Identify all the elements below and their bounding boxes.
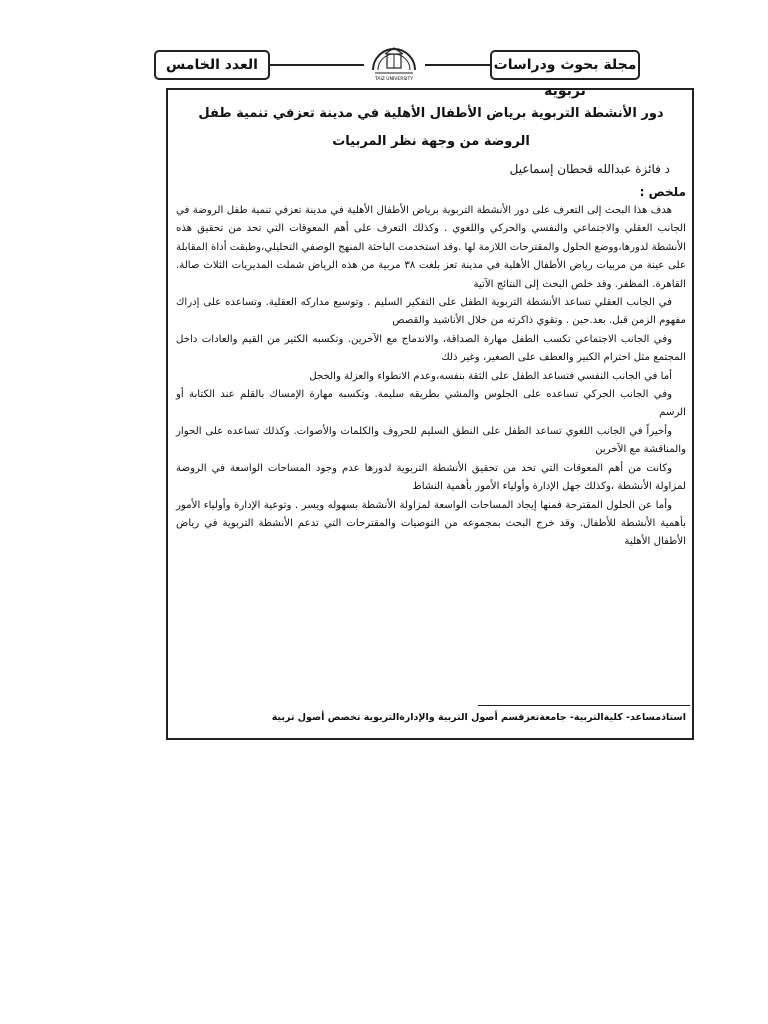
abstract-heading: ملخص :	[639, 185, 686, 199]
issue-label: العدد الخامس	[154, 50, 270, 80]
author-affiliation-footnote: استاذمساعد- كليةالتربية- جامعةتعزقسم أصول التربية والإدارةالتربوية تخصص أصول تربية	[271, 712, 686, 723]
abstract-paragraph: وفي الجانب الحركي تساعده على الجلوس والمشي بطريقه سليمة. وتكسبه مهارة الإمساك بالقلم عند الكتابة أو الرسم	[176, 389, 686, 419]
abstract-paragraph: وفي الجانب الاجتماعي تكسب الطفل مهارة الصداقة، والاندماج مع الآخرين. وتكسبه الكثير من القيم والعادات داخل المجتمع مثل احترام الكبير والعطف على الصغير، وغير ذلك	[176, 333, 686, 364]
abstract-paragraph: في الجانب العقلي تساعد الأنشطة التربوية الطفل على التفكير السليم . وتوسيع مداركه العقلية. وتساعده على إدراك مفهوم الزمن قبل. بعد.حين . وتقوي ذاكرته من خلال الأناشيد والقصص	[176, 297, 686, 327]
header-rule-right	[425, 64, 495, 66]
abstract-paragraph: وكانت من أهم المعوقات التي تحد من تحقيق الأنشطة التربوية لدورها عدم وجود المساحات الواسعة في الروضة لمزاولة الأنشطة ،وكذلك جهل الإدارة وأولياء الأمور بأهمية النشاط	[176, 462, 686, 493]
logo-caption: TAIZ UNIVERSITY	[374, 77, 414, 82]
author-name: د فائزة عبدالله قحطان إسماعيل	[509, 162, 670, 176]
footnote-separator	[478, 705, 690, 706]
abstract-paragraph: أما في الجانب النفسي فتساعد الطفل على الثقة بنفسه،وعدم الانطواء والعزلة والخجل	[309, 370, 672, 382]
abstract-paragraph: هدف هذا البحث إلى التعرف على دور الأنشطة التربوية برياض الأطفال الأهلية في مدينة تعزفي تنمية طفل الروضة في الجانب العقلي والاجتماعي والنفسي والحركي واللغوي . وكذلك التعرف على أهم المعوقات التي تحد من تحقيق هذه الأنشطة لدورها،ووضع الحلول والمقترحات اللازمة لها .وقد استخدمت الباحثة المنهج الوصفي التحليلي،وطبقت أداة المقابلة على عينة من مربيات رياض الأطفال الأهلية في مدينة تعز بلغت ٣٨ مربية من هذه الرياض شملت المديريات الثلاث صالة. القاهرة. المظفر. وقد خلص البحث إلى النتائج الآتية	[176, 205, 686, 290]
article-body	[176, 100, 686, 552]
header-rule-left	[268, 64, 364, 66]
journal-header	[140, 40, 640, 99]
journal-name: مجلة بحوث ودراسات تربوية	[490, 50, 640, 80]
abstract-paragraph: وأما عن الحلول المقترحة فمنها إيجاد المساحات الواسعة لمزاولة الأنشطة بسهوله ويسر . وتوعية الإدارة وأولياء الأمور بأهمية الأنشطة للأطفال. وقد خرج البحث بمجموعه من التوصيات والمقترحات التي تدعم الأنشطة التربوية في رياض الأطفال الأهلية	[176, 499, 686, 548]
article-title-line2: الروضة من وجهة نظر المربيات	[332, 134, 530, 149]
article-title-line1: دور الأنشطة التربوية برياض الأطفال الأهلية في مدينة تعزفي تنمية طفل	[198, 106, 664, 121]
university-logo-icon	[365, 40, 423, 82]
abstract-paragraph: وأخيراً في الجانب اللغوي تساعد الطفل على النطق السليم للحروف والكلمات والأصوات. وكذلك تساعده على الحوار والمناقشة مع الآخرين	[176, 425, 686, 456]
